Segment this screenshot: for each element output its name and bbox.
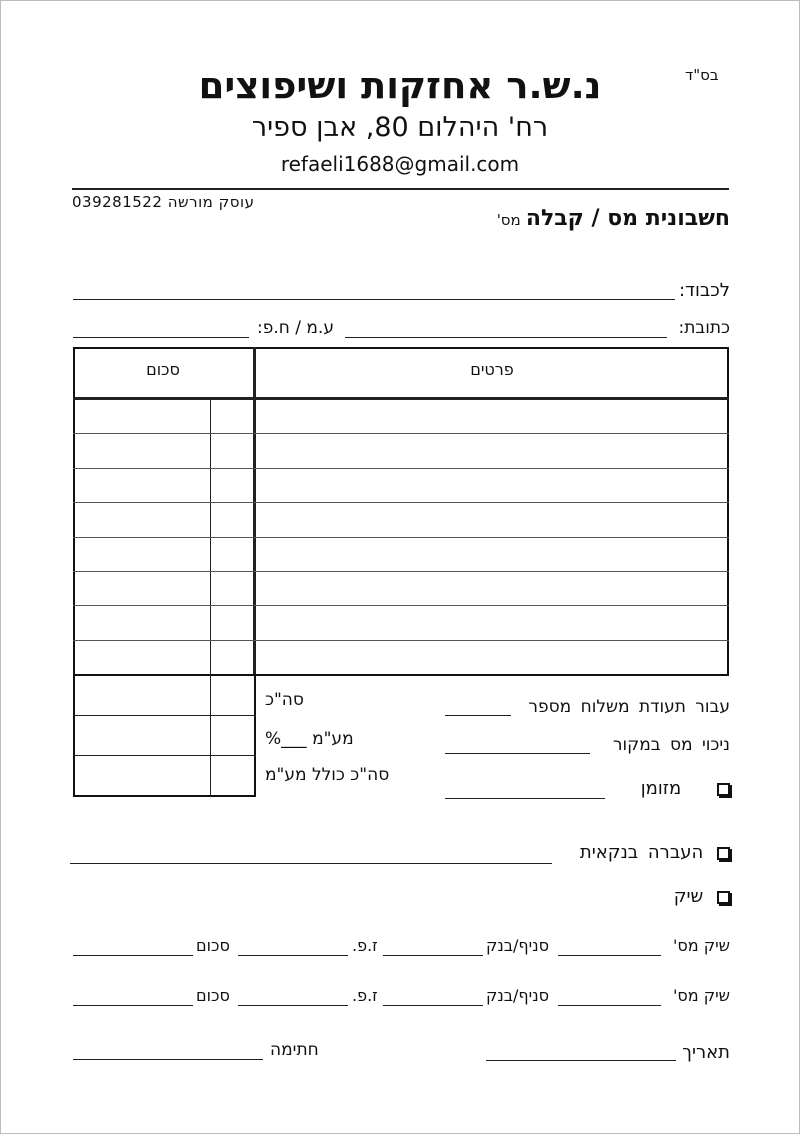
license-line	[72, 193, 254, 211]
signature-field[interactable]	[73, 1058, 263, 1060]
check-number-label: שיק מס'	[673, 936, 730, 955]
withholding-label: ניכוי מס במקור	[612, 735, 730, 755]
check-amount-label: סכום	[196, 936, 230, 955]
withholding-field[interactable]	[445, 752, 590, 754]
table-column-divider	[253, 347, 256, 676]
due-date-label: ז.פ.	[352, 986, 378, 1005]
table-header-divider	[73, 397, 729, 400]
check-amount-field[interactable]	[73, 954, 193, 956]
totals-row-divider	[73, 755, 256, 756]
id-label: ע.מ / ח.פ:	[257, 318, 334, 338]
totals-subcolumn-divider	[210, 674, 211, 797]
date-label: תאריך	[682, 1042, 730, 1063]
branch-bank-field[interactable]	[383, 1004, 483, 1006]
check-checkbox[interactable]	[717, 891, 730, 904]
header-divider	[72, 188, 729, 190]
bank-transfer-field[interactable]	[70, 862, 552, 864]
cash-label: מזומן	[640, 778, 682, 799]
corner-blessing: בס"ד	[685, 66, 719, 84]
business-email: refaeli1688@gmail.com	[280, 152, 520, 176]
bank-transfer-checkbox[interactable]	[717, 847, 730, 860]
license-label: עוסק מורשה	[167, 193, 255, 211]
table-row-line	[73, 605, 729, 606]
due-date-field[interactable]	[238, 1004, 348, 1006]
delivery-note-label: עבור תעודת משלוח מספר	[528, 697, 730, 717]
table-row-line	[73, 468, 729, 469]
vat-percent: ___%	[265, 729, 307, 749]
branch-bank-label: סניף/בנק	[486, 936, 549, 955]
doc-title: חשבונית מס / קבלה	[525, 206, 730, 231]
cash-option[interactable]	[641, 778, 730, 799]
business-address: רח' היהלום 80, אבן ספיר	[251, 112, 549, 143]
table-row-line	[73, 640, 729, 641]
check-amount-field[interactable]	[73, 1004, 193, 1006]
totals-row-divider	[73, 715, 256, 716]
table-row-line	[73, 502, 729, 503]
address-label: כתובת:	[678, 318, 730, 338]
vat-label: מע"מ	[312, 729, 354, 749]
total-label: סה"כ	[265, 690, 304, 710]
signature-label: חתימה	[270, 1040, 319, 1060]
due-date-label: ז.פ.	[352, 936, 378, 955]
check-amount-label: סכום	[196, 986, 230, 1005]
id-field[interactable]	[73, 336, 249, 338]
address-field[interactable]	[345, 336, 667, 338]
check-option[interactable]	[674, 886, 730, 907]
col-amount-header: סכום	[146, 360, 180, 379]
totals-box	[73, 674, 256, 797]
total-with-vat-label: סה"כ כולל מע"מ	[265, 765, 390, 785]
business-name: נ.ש.ר אחזקות ושיפוצים	[198, 64, 602, 107]
bank-transfer-option[interactable]	[580, 842, 730, 863]
check-number-label: שיק מס'	[673, 986, 730, 1005]
table-row-line	[73, 571, 729, 572]
branch-bank-label: סניף/בנק	[486, 986, 549, 1005]
to-field[interactable]	[73, 298, 675, 300]
cash-checkbox[interactable]	[717, 783, 730, 796]
date-field[interactable]	[486, 1059, 676, 1061]
license-number: 039281522	[72, 193, 163, 211]
bank-transfer-label: העברה בנקאית	[579, 842, 704, 863]
doc-title-line	[497, 206, 730, 231]
table-row-line	[73, 537, 729, 538]
check-number-field[interactable]	[558, 1004, 661, 1006]
cash-field[interactable]	[445, 797, 605, 799]
col-details-header: פרטים	[470, 360, 514, 379]
due-date-field[interactable]	[238, 954, 348, 956]
vat-line	[265, 729, 354, 749]
delivery-note-field[interactable]	[445, 714, 511, 716]
doc-number-label: מס'	[496, 211, 521, 229]
branch-bank-field[interactable]	[383, 954, 483, 956]
table-row-line	[73, 433, 729, 434]
check-label: שיק	[673, 886, 704, 907]
to-label: לכבוד:	[679, 280, 730, 301]
check-number-field[interactable]	[558, 954, 661, 956]
